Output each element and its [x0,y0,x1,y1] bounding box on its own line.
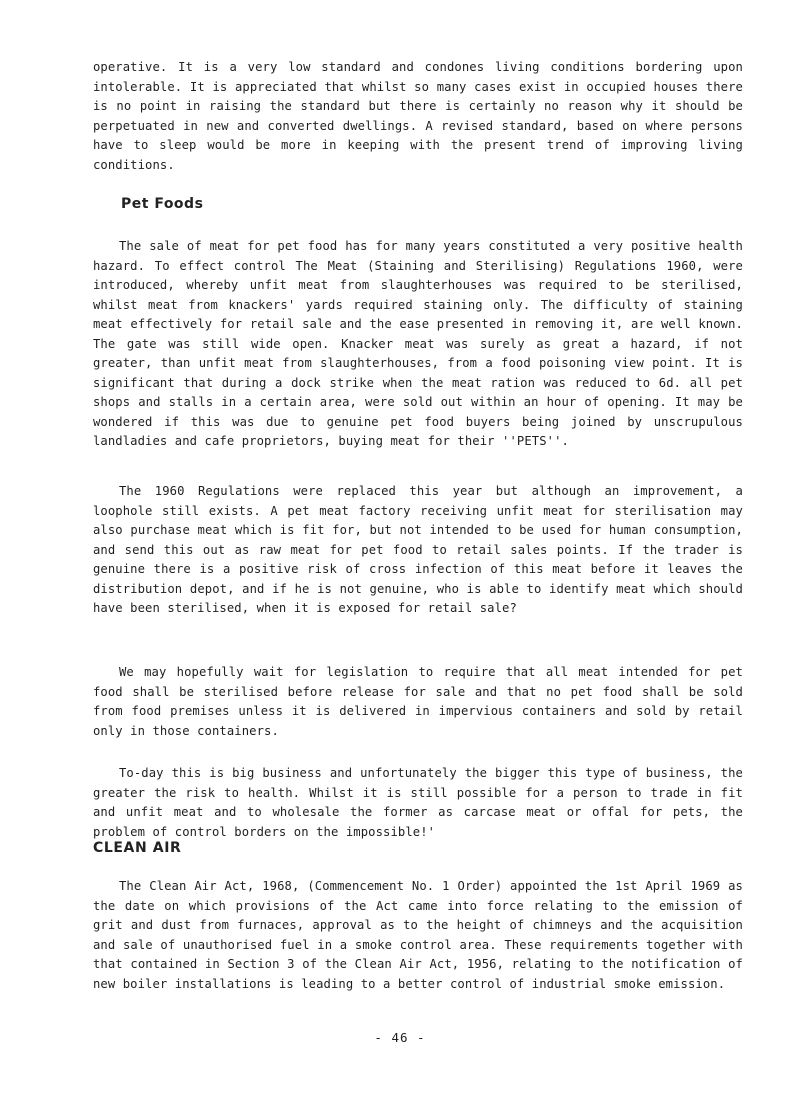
paragraph-pet-foods-4: To-day this is big business and unfortunately the bigger this type of business, the greater the risk to health. Whilst it is still possible for a person to trade in fit and unfit meat and to wholesale the former as carcase meat or offal for pets, the problem of control borders on the impossible!' [93,766,743,839]
paragraph-clean-air-1: The Clean Air Act, 1968, (Commencement No. 1 Order) appointed the 1st April 1969 as the date on which provisions of the Act came into force relating to the emission of grit and dust from furnaces, approval as to the height of chimneys and the acquisition and sale of unauthorised fuel in a smoke control area. These requirements together with that contained in Section 3 of the Clean Air Act, 1956, relating to the notification of new boiler installations is leading to a better control of industrial smoke emission. [93,879,743,991]
page-number: - 46 - [374,1030,426,1045]
paragraph-intro: operative. It is a very low standard and condones living conditions bordering upon intolerable. It is appreciated that whilst so many cases exist in occupied houses there is no point in raising the standard but there is certainly no reason why it should be perpetuated in new and converted dwellings. A revised standard, based on where persons have to sleep would be more in keeping with the present trend of improving living conditions. [93,60,743,172]
paragraph-pet-foods-2: The 1960 Regulations were replaced this year but although an improvement, a loophole still exists. A pet meat factory receiving unfit meat for sterilisation may also purchase meat which is fit for, but not intended to be used for human consumption, and send this out as raw meat for pet food to retail sales points. If the trader is genuine there is a positive risk of cross infection of this meat before it leaves the distribution depot, and if he is not genuine, who is able to identify meat which should have been sterilised, when it is exposed for retail sale? [93,484,743,615]
paragraph-pet-foods-3: We may hopefully wait for legislation to require that all meat intended for pet food shall be sterilised before release for sale and that no pet food shall be sold from food premises unless it is delivered in impervious containers and sold by retail only in those containers. [93,665,743,738]
section-heading-clean-air: CLEAN AIR [93,840,182,856]
section-heading-pet-foods: Pet Foods [121,196,204,212]
paragraph-pet-foods-1: The sale of meat for pet food has for many years constituted a very positive health hazard. To effect control The Meat (Staining and Sterilising) Regulations 1960, were introduced, whereby unfit meat from slaughterhouses was required to be sterilised, whilst meat from knackers' yards required staining only. The difficulty of staining meat effectively for retail sale and the ease presented in removing it, are well known. The gate was still wide open. Knacker meat was surely as great a hazard, if not greater, than unfit meat from slaughterhouses, from a food poisoning view point. It is significant that during a dock strike when the meat ration was reduced to 6d. all pet shops and stalls in a certain area, were sold out within an hour of opening. It may be wondered if this was due to genuine pet food buyers being joined by unscrupulous landladies and cafe proprietors, buying meat for their ''PETS''. [93,239,743,448]
